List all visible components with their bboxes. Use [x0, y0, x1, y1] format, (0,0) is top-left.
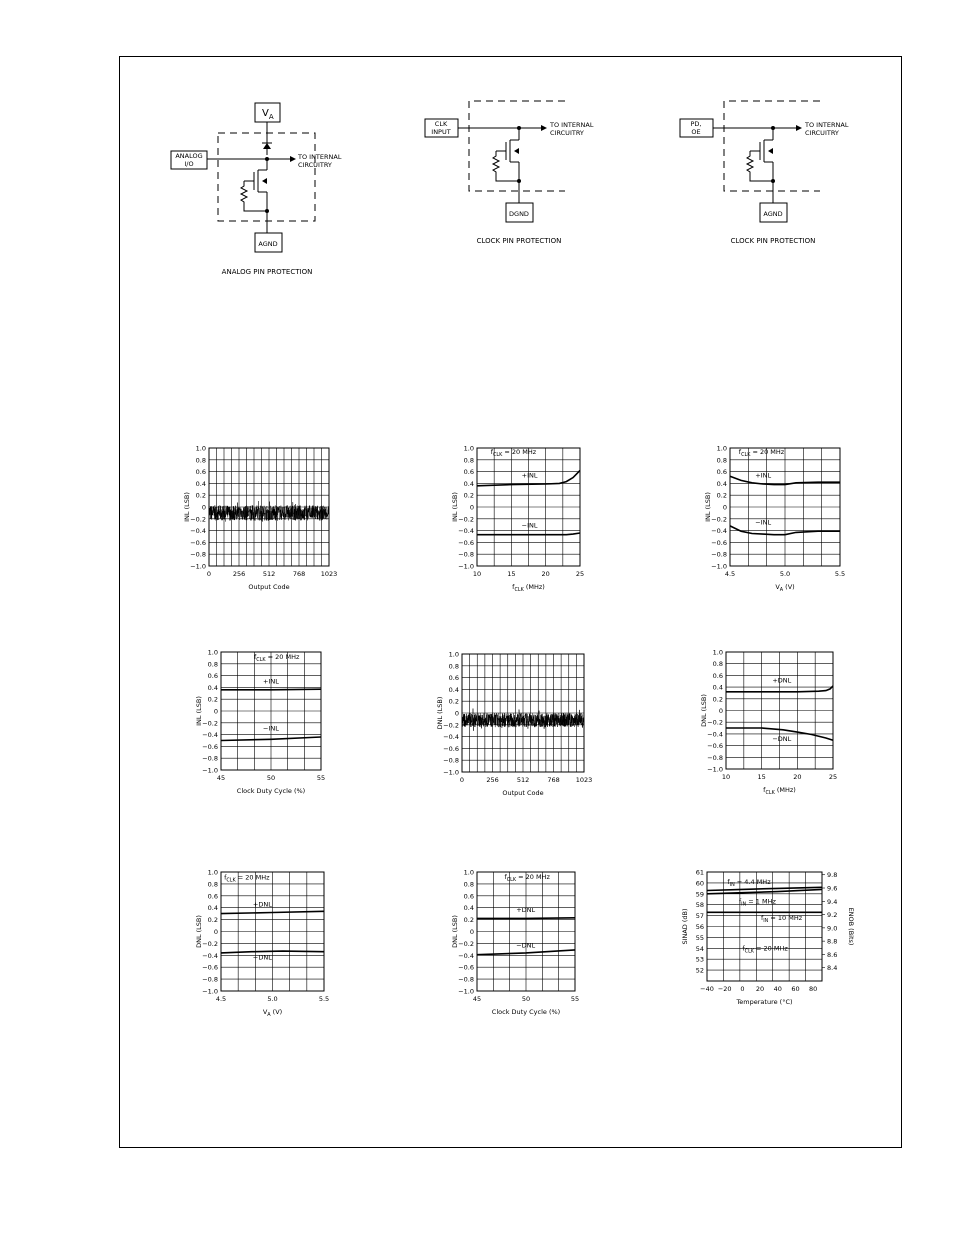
x-tick-label: 5.0	[267, 995, 278, 1003]
to-internal-label: TO INTERNAL	[298, 153, 342, 161]
to-internal-label: TO INTERNAL	[550, 121, 594, 129]
chart-annotation: −INL	[521, 521, 538, 530]
y-tick-label: 55	[695, 933, 704, 942]
x-axis-label: Output Code	[502, 789, 544, 797]
y-tick-label: 0	[213, 928, 218, 936]
y-tick-label: −0.4	[458, 527, 474, 536]
y-tick-label: 0.2	[716, 491, 727, 500]
y-tick-label: −0.2	[458, 939, 474, 948]
y-tick-label: −0.6	[202, 742, 218, 751]
y-tick-label: 0.2	[448, 697, 459, 706]
x-tick-label: 4.5	[215, 995, 227, 1003]
y-tick-label: 0	[722, 503, 727, 512]
y-tick-label: −0.4	[707, 730, 723, 739]
chart-1	[183, 445, 337, 592]
chart-annotation: $f_{CLK} = 20$ MHz	[742, 944, 788, 955]
y-tick-label: −1.0	[202, 766, 218, 775]
dgnd-label: DGND	[509, 210, 529, 218]
y-tick-label: 0.6	[463, 892, 474, 901]
circuitry-label: CIRCUITRY	[298, 161, 332, 169]
y-tick-label: −0.2	[458, 515, 474, 524]
y-tick-label: 0.4	[207, 904, 218, 913]
chart-8	[451, 869, 579, 1017]
y-tick-label: −0.8	[458, 550, 474, 559]
y-tick-label: 0.6	[207, 892, 218, 901]
chart-annotation: −INL	[755, 518, 772, 527]
x-tick-label: 55	[316, 774, 326, 782]
x-tick-label: 768	[547, 776, 560, 784]
chart-annotation: +INL	[263, 677, 279, 686]
y-tick-label: −0.8	[711, 550, 727, 559]
clock-pin-caption: CLOCK PIN PROTECTION	[476, 237, 562, 245]
y-tick-label: 53	[695, 955, 704, 964]
chart-annotation: $f_{CLK} = 20$ MHz	[504, 873, 550, 884]
chart-annotation: $f_{CLK} = 20$ MHz	[224, 873, 270, 884]
y-tick-label: −1.0	[443, 768, 459, 777]
y-tick-label: 60	[695, 879, 704, 888]
x-tick-label: 0	[459, 776, 465, 784]
y-tick-label: −0.8	[458, 975, 474, 984]
x-axis-label: $V_A$ (V)	[775, 583, 795, 593]
x-tick-label: 5.0	[779, 570, 791, 578]
clock-pin-protection-circuit	[425, 101, 594, 245]
y-tick-label: −0.8	[202, 975, 218, 984]
x-tick-label: 25	[828, 773, 838, 781]
y-tick-label: −0.6	[711, 538, 727, 547]
y-tick-label: 56	[695, 923, 704, 931]
arrow-right-icon	[541, 125, 547, 131]
x-tick-label: 25	[575, 570, 585, 578]
chart-annotation: $f_{CLK} = 20$ MHz	[738, 447, 785, 458]
x-axis-label: $f_{CLK}$ (MHz)	[763, 786, 796, 796]
right-tick-label: 8.6	[827, 950, 838, 959]
x-tick-label: 55	[570, 995, 580, 1003]
y-tick-label: −0.6	[458, 538, 474, 547]
x-axis-label: Clock Duty Cycle (%)	[236, 787, 306, 795]
chart-annotation: −DNL	[516, 941, 536, 950]
y-tick-label: −0.8	[190, 550, 206, 559]
x-tick-label: 0	[206, 570, 212, 578]
y-tick-label: 0.4	[463, 479, 474, 488]
x-tick-label: 45	[216, 774, 226, 782]
y-tick-label: −0.2	[711, 515, 727, 524]
chart-6	[700, 649, 837, 797]
chart-annotation: $f_{CLK} = 20$ MHz	[490, 447, 537, 458]
analog-io-label-line1: ANALOG	[175, 152, 203, 160]
series-line-1	[221, 689, 321, 690]
y-tick-label: 0.8	[712, 660, 723, 669]
x-tick-label: 15	[757, 773, 766, 781]
right-tick-label: 9.0	[827, 924, 838, 933]
y-tick-label: −0.6	[202, 963, 218, 972]
y-tick-label: 1.0	[716, 444, 727, 453]
right-tick-label: 9.4	[827, 897, 838, 906]
chart-2	[451, 445, 584, 594]
y-tick-label: 1.0	[207, 868, 218, 877]
chart-annotation: +INL	[521, 471, 538, 480]
y-tick-label: 59	[695, 890, 704, 899]
x-tick-label: 45	[472, 995, 482, 1003]
y-tick-label: 0	[201, 503, 206, 512]
y-tick-label: 0	[454, 709, 459, 718]
y-tick-label: −0.8	[707, 753, 723, 762]
y-axis-label: DNL (LSB)	[195, 915, 203, 948]
y-axis-label: DNL (LSB)	[700, 694, 708, 727]
y-tick-label: −1.0	[458, 987, 474, 996]
chart-grid	[221, 872, 324, 991]
x-tick-label: 50	[521, 995, 531, 1003]
y-tick-label: 61	[695, 868, 704, 877]
diode-icon	[263, 143, 271, 149]
y-tick-label: −1.0	[458, 562, 474, 571]
pd-label-line2: OE	[691, 128, 701, 136]
chart-7	[195, 869, 329, 1019]
y-tick-label: −0.4	[711, 527, 727, 536]
y-tick-label: 1.0	[712, 648, 723, 657]
y-tick-label: 0.4	[716, 479, 727, 488]
y-axis-label: INL (LSB)	[183, 492, 191, 522]
x-tick-label: 256	[232, 570, 246, 578]
y-tick-label: −0.6	[707, 742, 723, 751]
circuitry-label: CIRCUITRY	[805, 129, 839, 137]
y-tick-label: −1.0	[711, 562, 727, 571]
chart-grid	[462, 654, 584, 772]
y-tick-label: −0.2	[190, 515, 206, 524]
y-tick-label: 1.0	[195, 444, 206, 453]
agnd-label: AGND	[258, 240, 278, 248]
x-tick-label: 15	[507, 570, 516, 578]
chart-5	[436, 651, 592, 798]
y-tick-label: 0.8	[448, 662, 459, 671]
y-tick-label: 0.8	[463, 456, 474, 465]
y-tick-label: 1.0	[207, 648, 218, 657]
va-pin-label: $V_A$	[262, 108, 274, 121]
y-tick-label: 0.8	[207, 660, 218, 669]
x-tick-label: 5.5	[318, 995, 330, 1003]
y-tick-label: 1.0	[463, 444, 474, 453]
y-tick-label: 0	[718, 707, 723, 715]
y-tick-label: −0.4	[202, 951, 218, 960]
y-tick-label: 0.4	[712, 683, 723, 692]
chart-annotation: −DNL	[772, 734, 792, 743]
x-tick-label: 20	[793, 773, 802, 781]
y-tick-label: 0.2	[207, 916, 218, 925]
x-tick-label: 5.5	[834, 570, 846, 578]
chart-grid	[726, 652, 833, 769]
y-tick-label: −1.0	[202, 987, 218, 996]
y-tick-label: 0.4	[448, 685, 459, 694]
y-tick-label: 0.6	[716, 468, 727, 477]
y-axis-label: SINAD (dB)	[681, 908, 689, 945]
y-tick-label: 0.8	[463, 880, 474, 889]
chart-4	[195, 649, 325, 796]
y-tick-label: 0.2	[463, 916, 474, 925]
chart-grid	[730, 448, 840, 566]
y-axis-label: DNL (LSB)	[451, 915, 459, 948]
chart-annotation: +DNL	[516, 905, 536, 914]
chart-annotation: −INL	[263, 724, 279, 733]
x-tick-label: 80	[809, 985, 818, 993]
y-tick-label: 1.0	[463, 868, 474, 877]
y-tick-label: 0.6	[207, 672, 218, 681]
pd-label-line1: PD,	[690, 120, 702, 128]
y-tick-label: −0.6	[458, 963, 474, 972]
y-axis-label-right: ENOB (Bits)	[847, 907, 855, 946]
x-tick-label: 10	[472, 570, 482, 578]
x-tick-label: 768	[292, 570, 306, 578]
y-tick-label: 0	[469, 503, 474, 512]
y-tick-label: −0.4	[458, 951, 474, 960]
y-tick-label: −0.4	[443, 733, 459, 742]
x-tick-label: 20	[755, 985, 765, 993]
x-tick-label: 0	[740, 985, 745, 993]
pd-oe-pin-caption: CLOCK PIN PROTECTION	[730, 237, 816, 245]
y-tick-label: 0.6	[712, 671, 723, 680]
arrow-right-icon	[796, 125, 802, 131]
chart-annotation: $f_{IN} = 10$ MHz	[760, 913, 803, 924]
chart-grid	[477, 448, 580, 566]
y-axis-label: INL (LSB)	[704, 492, 712, 522]
y-tick-label: 58	[695, 901, 704, 910]
y-tick-label: −0.2	[202, 719, 218, 728]
chart-9	[681, 869, 855, 1007]
x-tick-label: 1023	[320, 570, 338, 578]
chip-boundary	[724, 101, 820, 191]
arrow-right-icon	[290, 156, 296, 162]
y-tick-label: −0.2	[443, 721, 459, 730]
right-tick-label: 8.4	[827, 964, 838, 973]
x-axis-label: Temperature (°C)	[736, 998, 793, 1006]
x-axis-label: $V_A$ (V)	[262, 1008, 283, 1018]
to-internal-label: TO INTERNAL	[805, 121, 849, 129]
y-tick-label: 0.6	[463, 468, 474, 477]
y-tick-label: −0.6	[190, 538, 206, 547]
clk-label-line2: INPUT	[431, 128, 451, 136]
pd-oe-pin-protection-circuit	[680, 101, 849, 245]
series-line-1	[477, 918, 575, 919]
x-tick-label: 512	[516, 776, 530, 784]
y-tick-label: −0.6	[443, 744, 459, 753]
y-tick-label: 52	[695, 966, 704, 975]
x-tick-label: 4.5	[724, 570, 736, 578]
y-tick-label: −0.2	[707, 718, 723, 727]
x-axis-label: Clock Duty Cycle (%)	[491, 1008, 561, 1016]
x-tick-label: −20	[717, 985, 732, 993]
y-tick-label: 0	[213, 707, 218, 716]
chart-annotation: +DNL	[772, 676, 792, 685]
analog-pin-caption: ANALOG PIN PROTECTION	[221, 268, 313, 276]
chart-annotation: $f_{CLK} = 20$ MHz	[254, 653, 300, 664]
y-tick-label: 0.4	[195, 479, 206, 488]
x-tick-label: 50	[266, 774, 276, 782]
y-axis-label: INL (LSB)	[451, 492, 459, 522]
y-tick-label: 0.6	[195, 468, 206, 477]
y-tick-label: −1.0	[190, 562, 206, 571]
x-axis-label: Output Code	[248, 583, 290, 591]
x-tick-label: 256	[486, 776, 499, 784]
y-tick-label: 1.0	[448, 650, 459, 659]
y-tick-label: 0.8	[207, 880, 218, 889]
y-tick-label: 57	[695, 912, 704, 921]
x-tick-label: 40	[773, 985, 782, 993]
y-tick-label: 0.2	[712, 695, 723, 704]
x-tick-label: 60	[791, 985, 800, 993]
y-tick-label: 0.2	[463, 491, 474, 500]
y-tick-label: −0.4	[190, 527, 206, 536]
x-tick-label: −40	[700, 985, 714, 993]
chart-annotation: +DNL	[252, 900, 272, 909]
chart-annotation: −DNL	[252, 953, 272, 962]
agnd-label: AGND	[763, 210, 783, 218]
x-tick-label: 512	[262, 570, 276, 578]
analog-io-label-line2: I/O	[184, 160, 194, 168]
clk-label-line1: CLK	[434, 120, 448, 128]
right-tick-label: 9.6	[827, 884, 838, 893]
chart-annotation: $f_{IN} = 1$ MHz	[738, 897, 776, 908]
y-tick-label: 0.6	[448, 674, 459, 683]
y-axis-label: INL (LSB)	[195, 696, 203, 726]
y-tick-label: −0.8	[443, 756, 459, 765]
y-tick-label: 0.8	[716, 456, 727, 465]
charts-group	[183, 445, 855, 1019]
y-tick-label: 0.4	[463, 904, 474, 913]
y-tick-label: 54	[695, 944, 704, 953]
y-tick-label: −0.4	[202, 731, 218, 740]
right-tick-label: 8.8	[827, 937, 838, 946]
analog-pin-protection-circuit	[171, 103, 342, 276]
chart-annotation: +INL	[755, 471, 772, 480]
y-tick-label: 0	[469, 928, 474, 936]
circuitry-label: CIRCUITRY	[550, 129, 584, 137]
y-tick-label: −0.8	[202, 754, 218, 763]
y-tick-label: −0.2	[202, 939, 218, 948]
x-axis-label: $f_{CLK}$ (MHz)	[512, 583, 545, 593]
y-tick-label: 0.8	[195, 456, 206, 465]
x-tick-label: 20	[541, 570, 550, 578]
right-tick-label: 9.8	[827, 871, 838, 880]
chip-boundary	[469, 101, 565, 191]
y-tick-label: 0.2	[207, 695, 218, 704]
chart-grid	[221, 652, 321, 770]
right-tick-label: 9.2	[827, 911, 838, 920]
chart-3	[704, 445, 845, 594]
chart-grid	[477, 872, 575, 991]
y-tick-label: −1.0	[707, 765, 723, 774]
x-tick-label: 10	[721, 773, 731, 781]
y-tick-label: 0.4	[207, 683, 218, 692]
y-axis-label: DNL (LSB)	[436, 696, 444, 730]
y-tick-label: 0.2	[195, 491, 206, 500]
chart-annotation: $f_{IN} = 4.4$ MHz	[727, 877, 771, 888]
x-tick-label: 1023	[575, 776, 593, 784]
